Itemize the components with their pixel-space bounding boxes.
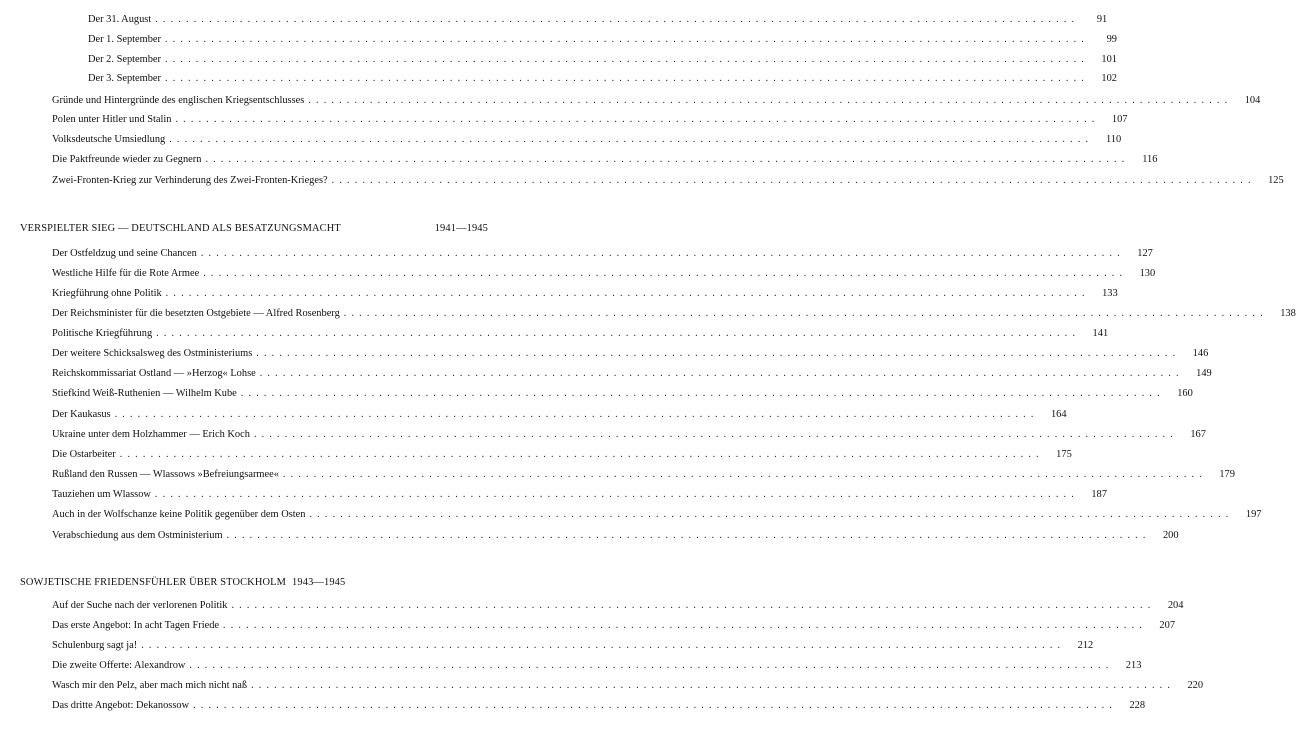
toc-entry-page: 91 — [1096, 14, 1108, 25]
leader-dots: ........................................................................................................................ — [175, 114, 1100, 125]
toc-entry-title: Auch in der Wolfschanze keine Politik gegenüber dem Osten — [52, 505, 309, 525]
toc-entry — [52, 636, 1094, 656]
toc-entry-page: 146 — [1192, 348, 1209, 359]
toc-entry-page: 149 — [1196, 368, 1212, 379]
toc-entry-page: 197 — [1245, 509, 1262, 520]
toc-entry — [52, 526, 1179, 546]
toc-entry-title: Polen unter Hitler und Stalin — [52, 110, 175, 130]
toc-entry-title: Verabschiedung aus dem Ostministerium — [52, 526, 227, 546]
leader-dots: ........................................................................................................................ — [141, 640, 1066, 651]
toc-entry-page: 125 — [1268, 175, 1284, 186]
leader-dots: ........................................................................................................................ — [226, 530, 1151, 541]
toc-entry-title: Reichskommissariat Ostland — »Herzog« Lohse — [52, 364, 260, 384]
leader-dots: ........................................................................................................................ — [200, 248, 1125, 259]
toc-entry-title: Die Paktfreunde wieder zu Gegnern — [52, 150, 205, 170]
toc-entry-page: 213 — [1125, 660, 1142, 671]
toc-entry — [52, 150, 1158, 170]
toc-entry-page: 200 — [1162, 530, 1179, 541]
section-heading-title: VERSPIELTER SIEG — DEUTSCHLAND ALS BESATZUNGSMACHT — [20, 223, 341, 234]
leader-dots: ........................................................................................................................ — [256, 348, 1181, 359]
toc-entry — [88, 69, 1117, 89]
toc-entry-page: 164 — [1050, 409, 1067, 420]
toc-entry-title: Der Ostfeldzug und seine Chancen — [52, 244, 201, 264]
toc-entry-page: 187 — [1091, 489, 1107, 500]
toc-entry-page: 220 — [1187, 680, 1204, 691]
toc-entry-page: 160 — [1177, 388, 1193, 399]
toc-entry-title: Tauziehen um Wlassow — [52, 485, 155, 505]
toc-entry-title: Rußland den Russen — Wlassows »Befreiungsarmee« — [52, 465, 283, 485]
leader-dots: ........................................................................................................................ — [114, 409, 1039, 420]
section-heading-years: 1943—1945 — [292, 577, 346, 588]
toc-entry — [52, 91, 1261, 111]
leader-dots: ........................................................................................................................ — [189, 660, 1114, 671]
toc-entry-title: Politische Kriegführung — [52, 324, 156, 344]
toc-entry — [52, 324, 1109, 344]
leader-dots: ........................................................................................................................ — [309, 509, 1234, 520]
leader-dots: ........................................................................................................................ — [240, 388, 1165, 399]
toc-entry — [52, 696, 1146, 716]
toc-entry-page: 204 — [1167, 600, 1184, 611]
toc-entry-title: Stiefkind Weiß-Ruthenien — Wilhelm Kube — [52, 384, 241, 404]
toc-entry-title: Der 3. September — [88, 69, 165, 89]
toc-entry-title: Gründe und Hintergründe des englischen Kriegsentschlusses — [52, 91, 308, 111]
leader-dots: ........................................................................................................................ — [165, 288, 1090, 299]
toc-entry-page: 130 — [1139, 268, 1156, 279]
leader-dots: ........................................................................................................................ — [193, 700, 1118, 711]
leader-dots: ........................................................................................................................ — [165, 34, 1089, 45]
toc-entry-title: Die zweite Offerte: Alexandrow — [52, 656, 189, 676]
toc-entry — [52, 264, 1156, 284]
leader-dots: ........................................................................................................................ — [155, 14, 1080, 25]
toc-entry-page: 101 — [1101, 54, 1117, 65]
leader-dots: ........................................................................................................................ — [223, 620, 1148, 631]
toc-entry-title: Volksdeutsche Umsiedlung — [52, 130, 169, 150]
toc-entry — [52, 465, 1235, 485]
toc-entry — [52, 445, 1072, 465]
toc-entry-title: Der Reichsminister für die besetzten Ostgebiete — Alfred Rosenberg — [52, 304, 344, 324]
toc-entry-title: Wasch mir den Pelz, aber mach mich nicht naß — [52, 676, 251, 696]
toc-entry — [52, 304, 1296, 324]
leader-dots: ........................................................................................................................ — [253, 429, 1178, 440]
toc-entry-page: 107 — [1111, 114, 1128, 125]
toc-entry — [52, 384, 1193, 404]
toc-entry-title: Das dritte Angebot: Dekanossow — [52, 696, 193, 716]
toc-entry — [52, 344, 1209, 364]
toc-entry — [88, 50, 1117, 70]
toc-entry-page: 141 — [1092, 328, 1109, 339]
section-heading — [20, 219, 488, 239]
toc-entry — [52, 596, 1184, 616]
toc-entry-page: 127 — [1137, 248, 1153, 259]
toc-entry-page: 138 — [1280, 308, 1296, 319]
toc-entry-page: 104 — [1244, 95, 1261, 106]
toc-entry — [52, 505, 1262, 525]
toc-entry-page: 133 — [1102, 288, 1118, 299]
toc-entry — [52, 130, 1122, 150]
toc-entry-page: 167 — [1190, 429, 1206, 440]
toc-entry-title: Schulenburg sagt ja! — [52, 636, 141, 656]
toc-entry-page: 207 — [1159, 620, 1176, 631]
toc-entry — [88, 30, 1117, 50]
leader-dots: ........................................................................................................................ — [165, 73, 1089, 84]
toc-entry-title: Zwei-Fronten-Krieg zur Verhinderung des Zwei-Fronten-Krieges? — [52, 171, 332, 191]
toc-entry-title: Der weitere Schicksalsweg des Ostministeriums — [52, 344, 256, 364]
toc-entry — [52, 284, 1118, 304]
leader-dots: ........................................................................................................................ — [156, 328, 1081, 339]
leader-dots: ........................................................................................................................ — [331, 175, 1256, 186]
leader-dots: ........................................................................................................................ — [165, 54, 1089, 65]
toc-entry-page: 212 — [1077, 640, 1094, 651]
toc-entry — [52, 485, 1107, 505]
toc-entry-title: Der 1. September — [88, 30, 165, 50]
section-heading — [20, 573, 488, 593]
leader-dots: ........................................................................................................................ — [282, 469, 1207, 480]
toc-entry-page: 102 — [1101, 73, 1117, 84]
toc-entry-title: Ukraine unter dem Holzhammer — Erich Koch — [52, 425, 254, 445]
toc-entry-title: Der Kaukasus — [52, 405, 115, 425]
toc-entry — [52, 171, 1284, 191]
toc-entry-title: Kriegführung ohne Politik — [52, 284, 166, 304]
leader-dots: ........................................................................................................................ — [259, 368, 1184, 379]
leader-dots: ........................................................................................................................ — [231, 600, 1156, 611]
leader-dots: ........................................................................................................................ — [343, 308, 1268, 319]
toc-entry — [52, 425, 1206, 445]
section-heading-years: 1941—1945 — [434, 223, 488, 234]
toc-entry-page: 99 — [1106, 34, 1117, 45]
leader-dots: ........................................................................................................................ — [308, 95, 1233, 106]
toc-entry — [52, 244, 1153, 264]
toc-entry-title: Das erste Angebot: In acht Tagen Friede — [52, 616, 223, 636]
toc-entry-page: 116 — [1142, 154, 1158, 165]
toc-entry-page: 228 — [1129, 700, 1146, 711]
leader-dots: ........................................................................................................................ — [154, 489, 1079, 500]
toc-entry — [52, 616, 1176, 636]
toc-entry — [52, 110, 1128, 130]
section-heading-title: SOWJETISCHE FRIEDENSFÜHLER ÜBER STOCKHOLM — [20, 577, 287, 588]
leader-dots: ........................................................................................................................ — [251, 680, 1176, 691]
toc-entry-title: Auf der Suche nach der verlorenen Politik — [52, 596, 231, 616]
toc-entry-title: Westliche Hilfe für die Rote Armee — [52, 264, 203, 284]
toc-entry-page: 175 — [1056, 449, 1072, 460]
toc-entry-title: Die Ostarbeiter — [52, 445, 120, 465]
toc-entry-page: 179 — [1219, 469, 1235, 480]
toc-entry-page: 110 — [1106, 134, 1122, 145]
leader-dots: ........................................................................................................................ — [119, 449, 1044, 460]
toc-entry-title: Der 2. September — [88, 50, 165, 70]
leader-dots: ........................................................................................................................ — [205, 154, 1130, 165]
toc-entry — [52, 405, 1067, 425]
toc-entry — [52, 364, 1212, 384]
toc-entry — [52, 676, 1204, 696]
toc-entry-title: Der 31. August — [88, 10, 155, 30]
toc-entry — [52, 656, 1142, 676]
toc-entry — [88, 10, 1108, 30]
leader-dots: ........................................................................................................................ — [169, 134, 1094, 145]
leader-dots: ........................................................................................................................ — [203, 268, 1128, 279]
